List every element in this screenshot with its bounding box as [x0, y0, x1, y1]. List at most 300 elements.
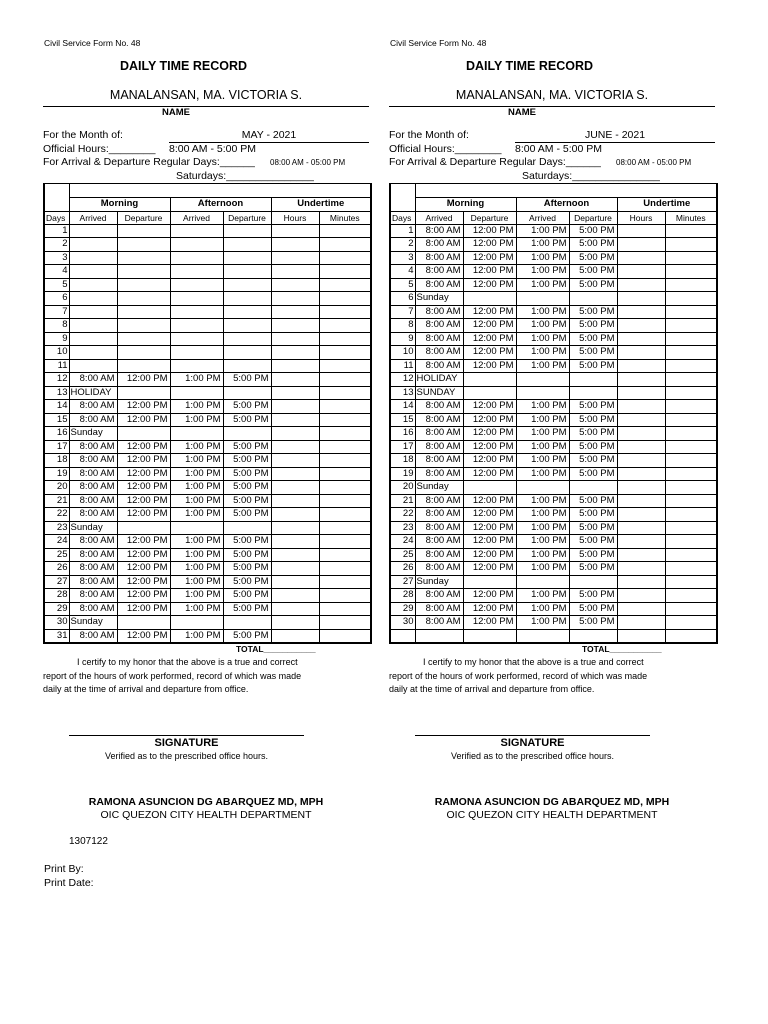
pm-arrived: 1:00 PM [516, 440, 569, 454]
day-number: 9 [44, 332, 69, 346]
table-row [390, 413, 717, 427]
signer-office: OIC QUEZON CITY HEALTH DEPARTMENT [100, 809, 312, 821]
am-arrived: 8:00 AM [69, 602, 117, 616]
pm-arrived: 1:00 PM [516, 332, 569, 346]
am-arrived: 8:00 AM [69, 535, 117, 549]
pm-departure: 5:00 PM [223, 467, 271, 481]
days-header: Days [44, 211, 69, 224]
day-number: 29 [390, 602, 415, 616]
pm-departure [569, 481, 617, 495]
undertime-minutes [665, 616, 717, 630]
undertime-minutes [665, 589, 717, 603]
day-number: 20 [390, 481, 415, 495]
day-number: 7 [390, 305, 415, 319]
am-departure: 12:00 PM [463, 319, 516, 333]
undertime-hours [271, 481, 319, 495]
pm-departure-header: Departure [223, 211, 271, 224]
form-number: Civil Service Form No. 48 [390, 38, 487, 48]
signature-label: SIGNATURE [154, 737, 219, 749]
day-number: 8 [44, 319, 69, 333]
table-row [390, 548, 717, 562]
day-number: 30 [44, 616, 69, 630]
table-row [390, 238, 717, 252]
day-number: 14 [44, 400, 69, 414]
official-hours-label: Official Hours:________ [389, 143, 502, 155]
arrival-departure-label: For Arrival & Departure Regular Days:______ [43, 156, 255, 168]
pm-departure: 5:00 PM [569, 238, 617, 252]
am-departure: 12:00 PM [463, 346, 516, 360]
am-arrived [69, 292, 117, 306]
am-departure: 12:00 PM [463, 359, 516, 373]
undertime-hours [271, 521, 319, 535]
verified-text: Verified as to the prescribed office hours. [105, 751, 268, 761]
official-hours-label: Official Hours:________ [43, 143, 156, 155]
day-number: 15 [390, 413, 415, 427]
undertime-hours [617, 521, 665, 535]
pm-departure [569, 629, 617, 643]
undertime-minutes [319, 602, 371, 616]
day-number: 2 [390, 238, 415, 252]
undertime-minutes [319, 278, 371, 292]
am-departure: 12:00 PM [117, 413, 170, 427]
undertime-minutes [665, 494, 717, 508]
am-departure: 12:00 PM [117, 467, 170, 481]
pm-departure: 5:00 PM [223, 602, 271, 616]
employee-name: MANALANSAN, MA. VICTORIA S. [455, 88, 649, 102]
table-row [390, 373, 717, 387]
undertime-minutes [665, 481, 717, 495]
pm-arrived: 1:00 PM [516, 346, 569, 360]
am-arrived: 8:00 AM [415, 251, 463, 265]
time-record-table [389, 183, 718, 644]
am-arrived [69, 359, 117, 373]
day-number: 22 [390, 508, 415, 522]
table-row [44, 562, 371, 576]
pm-departure: 5:00 PM [569, 454, 617, 468]
pm-departure: 5:00 PM [569, 589, 617, 603]
day-number: 27 [44, 575, 69, 589]
table-row [44, 454, 371, 468]
undertime-hours [617, 562, 665, 576]
undertime-hours [617, 359, 665, 373]
day-number: 25 [44, 548, 69, 562]
undertime-hours [271, 494, 319, 508]
am-departure: 12:00 PM [117, 481, 170, 495]
pm-arrived: 1:00 PM [516, 602, 569, 616]
day-number: 31 [44, 629, 69, 643]
undertime-minutes [665, 251, 717, 265]
am-departure: 12:00 PM [463, 602, 516, 616]
table-row [44, 535, 371, 549]
undertime-hours [617, 278, 665, 292]
table-row [44, 238, 371, 252]
am-departure: 12:00 PM [463, 440, 516, 454]
am-departure [117, 332, 170, 346]
pm-departure [223, 346, 271, 360]
pm-departure: 5:00 PM [569, 548, 617, 562]
pm-departure: 5:00 PM [223, 373, 271, 387]
day-note: HOLIDAY [415, 373, 463, 387]
verified-text: Verified as to the prescribed office hours. [451, 751, 614, 761]
table-row [44, 629, 371, 643]
undertime-hours [617, 305, 665, 319]
am-departure [117, 359, 170, 373]
day-number: 10 [390, 346, 415, 360]
group-header-row [390, 198, 717, 212]
undertime-minutes [319, 373, 371, 387]
am-arrived: 8:00 AM [415, 332, 463, 346]
day-note: Sunday [415, 292, 463, 306]
pm-departure [223, 386, 271, 400]
pm-departure: 5:00 PM [569, 319, 617, 333]
pm-departure [223, 616, 271, 630]
undertime-hours [271, 265, 319, 279]
pm-arrived: 1:00 PM [170, 373, 223, 387]
pm-arrived: 1:00 PM [516, 467, 569, 481]
day-number: 30 [390, 616, 415, 630]
pm-arrived-header: Arrived [170, 211, 223, 224]
signature-label: SIGNATURE [500, 737, 565, 749]
am-arrived: 8:00 AM [69, 508, 117, 522]
certification-text [389, 656, 657, 697]
table-row [390, 386, 717, 400]
pm-arrived [170, 386, 223, 400]
pm-arrived: 1:00 PM [516, 427, 569, 441]
undertime-hours-header: Hours [271, 211, 319, 224]
am-departure [463, 481, 516, 495]
am-arrived: 8:00 AM [415, 494, 463, 508]
undertime-hours [617, 481, 665, 495]
undertime-minutes [665, 238, 717, 252]
am-departure: 12:00 PM [463, 400, 516, 414]
table-row [390, 589, 717, 603]
am-departure: 12:00 PM [463, 238, 516, 252]
am-departure [117, 346, 170, 360]
am-departure: 12:00 PM [463, 508, 516, 522]
undertime-minutes [665, 535, 717, 549]
dtr-form-june [389, 0, 719, 1024]
arrival-departure-label: For Arrival & Departure Regular Days:______ [389, 156, 601, 168]
day-rows [44, 224, 371, 643]
undertime-hours [271, 616, 319, 630]
am-arrived: 8:00 AM [415, 319, 463, 333]
pm-departure: 5:00 PM [223, 562, 271, 576]
pm-arrived: 1:00 PM [170, 481, 223, 495]
am-arrived: 8:00 AM [415, 359, 463, 373]
undertime-hours [617, 535, 665, 549]
pm-arrived: 1:00 PM [516, 616, 569, 630]
pm-departure [223, 359, 271, 373]
undertime-hours [271, 629, 319, 643]
undertime-hours [617, 602, 665, 616]
undertime-minutes [319, 251, 371, 265]
pm-departure [569, 373, 617, 387]
form-title: DAILY TIME RECORD [465, 59, 594, 73]
day-number: 23 [44, 521, 69, 535]
pm-departure: 5:00 PM [223, 494, 271, 508]
am-arrived: 8:00 AM [69, 440, 117, 454]
undertime-minutes [319, 332, 371, 346]
am-departure [117, 427, 170, 441]
am-departure: 12:00 PM [117, 629, 170, 643]
day-number: 4 [390, 265, 415, 279]
column-header-row [390, 211, 717, 224]
day-number: 13 [390, 386, 415, 400]
pm-arrived [516, 386, 569, 400]
afternoon-header: Afternoon [170, 198, 271, 212]
undertime-hours [271, 238, 319, 252]
undertime-minutes [665, 521, 717, 535]
day-number: 4 [44, 265, 69, 279]
am-departure [117, 386, 170, 400]
pm-departure [223, 265, 271, 279]
undertime-minutes-header: Minutes [665, 211, 717, 224]
morning-header: Morning [69, 198, 170, 212]
undertime-minutes [665, 400, 717, 414]
arrival-departure-value: 08:00 AM - 05:00 PM [616, 158, 692, 167]
day-number: 1 [390, 224, 415, 238]
undertime-hours [617, 332, 665, 346]
undertime-minutes [665, 373, 717, 387]
am-departure [463, 575, 516, 589]
table-row [390, 602, 717, 616]
pm-arrived: 1:00 PM [516, 238, 569, 252]
undertime-minutes [665, 224, 717, 238]
day-rows [390, 224, 717, 643]
name-label: NAME [162, 107, 190, 118]
day-number: 12 [44, 373, 69, 387]
undertime-hours [271, 373, 319, 387]
am-arrived-header: Arrived [69, 211, 117, 224]
day-number: 3 [44, 251, 69, 265]
undertime-hours [271, 562, 319, 576]
day-number: 26 [390, 562, 415, 576]
am-departure: 12:00 PM [117, 440, 170, 454]
am-departure: 12:00 PM [463, 265, 516, 279]
undertime-hours [617, 494, 665, 508]
pm-departure: 5:00 PM [223, 413, 271, 427]
table-row [44, 589, 371, 603]
am-arrived: 8:00 AM [69, 400, 117, 414]
pm-arrived [516, 373, 569, 387]
am-departure: 12:00 PM [463, 251, 516, 265]
am-arrived: 8:00 AM [415, 427, 463, 441]
table-row [390, 224, 717, 238]
day-number: 11 [390, 359, 415, 373]
undertime-minutes [319, 400, 371, 414]
table-row [44, 494, 371, 508]
am-arrived [69, 346, 117, 360]
official-hours-value: 8:00 AM - 5:00 PM [169, 143, 256, 155]
undertime-minutes [665, 440, 717, 454]
table-row [44, 319, 371, 333]
undertime-hours [271, 413, 319, 427]
am-departure-header: Departure [463, 211, 516, 224]
undertime-hours [271, 319, 319, 333]
day-number: 29 [44, 602, 69, 616]
am-departure [463, 629, 516, 643]
am-departure [117, 319, 170, 333]
undertime-hours [271, 332, 319, 346]
pm-departure-header: Departure [569, 211, 617, 224]
day-number: 5 [44, 278, 69, 292]
table-row [44, 278, 371, 292]
pm-arrived: 1:00 PM [170, 454, 223, 468]
time-record-table [43, 183, 372, 644]
signature-line [69, 735, 304, 736]
day-note: HOLIDAY [69, 386, 117, 400]
undertime-minutes [319, 575, 371, 589]
table-row [390, 400, 717, 414]
undertime-minutes [665, 602, 717, 616]
pm-arrived [170, 224, 223, 238]
table-row [44, 332, 371, 346]
undertime-minutes [319, 589, 371, 603]
pm-arrived [170, 332, 223, 346]
group-header-row [44, 198, 371, 212]
undertime-hours [617, 251, 665, 265]
am-departure [117, 251, 170, 265]
pm-departure: 5:00 PM [223, 454, 271, 468]
undertime-hours [271, 427, 319, 441]
morning-header: Morning [415, 198, 516, 212]
pm-arrived [170, 616, 223, 630]
pm-arrived [170, 427, 223, 441]
undertime-minutes [665, 332, 717, 346]
pm-departure: 5:00 PM [223, 589, 271, 603]
am-arrived: 8:00 AM [69, 548, 117, 562]
pm-departure: 5:00 PM [223, 400, 271, 414]
pm-departure: 5:00 PM [223, 629, 271, 643]
undertime-hours [617, 575, 665, 589]
day-number: 8 [390, 319, 415, 333]
pm-arrived-header: Arrived [516, 211, 569, 224]
pm-arrived: 1:00 PM [516, 319, 569, 333]
undertime-minutes [319, 521, 371, 535]
am-departure [117, 616, 170, 630]
undertime-hours [271, 589, 319, 603]
undertime-hours [617, 224, 665, 238]
am-arrived: 8:00 AM [69, 562, 117, 576]
pm-departure: 5:00 PM [569, 427, 617, 441]
month-value: JUNE - 2021 [515, 129, 715, 143]
pm-arrived [170, 278, 223, 292]
table-row [44, 481, 371, 495]
undertime-hours [617, 616, 665, 630]
undertime-hours [617, 548, 665, 562]
table-top-row [44, 184, 371, 198]
undertime-minutes [319, 319, 371, 333]
undertime-minutes [665, 467, 717, 481]
undertime-minutes [665, 629, 717, 643]
am-arrived-header: Arrived [415, 211, 463, 224]
am-arrived: 8:00 AM [69, 454, 117, 468]
day-number: 21 [44, 494, 69, 508]
table-row [44, 386, 371, 400]
day-number: 7 [44, 305, 69, 319]
day-number: 14 [390, 400, 415, 414]
undertime-hours [271, 548, 319, 562]
pm-arrived: 1:00 PM [170, 467, 223, 481]
table-row [390, 616, 717, 630]
am-arrived: 8:00 AM [415, 454, 463, 468]
certification-text [43, 656, 311, 697]
signer-office: OIC QUEZON CITY HEALTH DEPARTMENT [446, 809, 658, 821]
table-row [44, 602, 371, 616]
pm-arrived: 1:00 PM [516, 265, 569, 279]
am-arrived: 8:00 AM [69, 575, 117, 589]
pm-departure: 5:00 PM [569, 346, 617, 360]
undertime-minutes [665, 319, 717, 333]
pm-departure: 5:00 PM [223, 575, 271, 589]
undertime-minutes [319, 413, 371, 427]
am-arrived [69, 265, 117, 279]
pm-departure [569, 575, 617, 589]
am-departure: 12:00 PM [463, 413, 516, 427]
pm-arrived: 1:00 PM [516, 305, 569, 319]
am-arrived: 8:00 AM [415, 278, 463, 292]
undertime-hours [617, 629, 665, 643]
table-row [390, 332, 717, 346]
table-row [44, 508, 371, 522]
day-number: 27 [390, 575, 415, 589]
pm-departure: 5:00 PM [569, 359, 617, 373]
pm-arrived: 1:00 PM [516, 413, 569, 427]
days-header-spacer [390, 184, 415, 212]
table-row [390, 278, 717, 292]
am-arrived: 8:00 AM [415, 467, 463, 481]
am-arrived: 8:00 AM [415, 413, 463, 427]
undertime-header: Undertime [617, 198, 717, 212]
table-row [390, 562, 717, 576]
pm-departure [223, 332, 271, 346]
pm-arrived [516, 481, 569, 495]
undertime-minutes [319, 427, 371, 441]
undertime-hours [617, 346, 665, 360]
pm-arrived: 1:00 PM [170, 413, 223, 427]
am-arrived: 8:00 AM [415, 562, 463, 576]
undertime-minutes [665, 427, 717, 441]
am-departure [117, 238, 170, 252]
undertime-minutes [665, 265, 717, 279]
pm-arrived [170, 359, 223, 373]
pm-departure: 5:00 PM [569, 494, 617, 508]
undertime-minutes [319, 535, 371, 549]
am-arrived: 8:00 AM [415, 589, 463, 603]
undertime-hours-header: Hours [617, 211, 665, 224]
form-title: DAILY TIME RECORD [119, 59, 248, 73]
undertime-hours [271, 305, 319, 319]
table-row [44, 265, 371, 279]
undertime-minutes [665, 575, 717, 589]
signature-line [415, 735, 650, 736]
month-label: For the Month of: [43, 129, 123, 141]
table-row [44, 251, 371, 265]
undertime-hours [617, 413, 665, 427]
pm-departure: 5:00 PM [569, 251, 617, 265]
pm-departure: 5:00 PM [569, 521, 617, 535]
undertime-minutes [665, 305, 717, 319]
am-arrived: 8:00 AM [415, 400, 463, 414]
am-departure: 12:00 PM [117, 575, 170, 589]
pm-arrived: 1:00 PM [170, 494, 223, 508]
am-departure: 12:00 PM [117, 508, 170, 522]
am-arrived: 8:00 AM [69, 413, 117, 427]
day-number: 3 [390, 251, 415, 265]
am-arrived [69, 305, 117, 319]
undertime-hours [617, 508, 665, 522]
table-row [390, 346, 717, 360]
